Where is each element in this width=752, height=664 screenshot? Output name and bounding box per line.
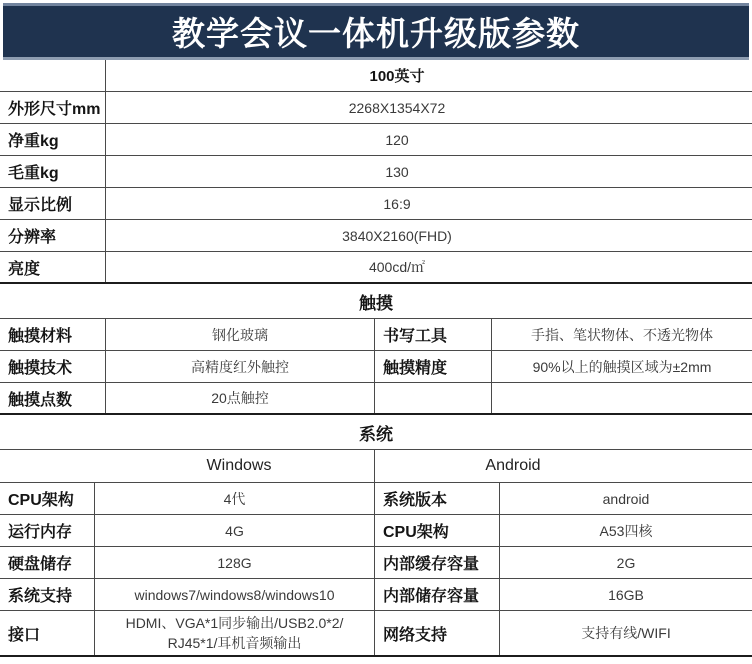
spec-label: 内部储存容量 [375, 579, 500, 610]
spec-value [492, 383, 752, 413]
interface-row [0, 611, 752, 657]
spec-value: 130 [385, 163, 409, 180]
spec-value: 400cd/㎡ [368, 259, 426, 275]
general-spec-table [0, 60, 752, 284]
spec-value: 120 [385, 131, 409, 148]
spec-label: 系统版本 [375, 483, 500, 514]
spec-row [0, 92, 752, 124]
spec-value: 2268X1354X72 [348, 99, 446, 116]
spec-value: 3840X2160(FHD) [342, 227, 452, 244]
spec-row [0, 319, 752, 351]
spec-label: 书写工具 [375, 319, 492, 350]
system-section-title: 系统 [359, 424, 393, 444]
spec-value: 16GB [608, 586, 644, 603]
spec-label: 分辨率 [0, 220, 106, 251]
spec-row [0, 483, 752, 515]
size-header: 100英寸 [369, 68, 425, 85]
spec-row [0, 156, 752, 188]
spec-value: 90%以上的触摸区域为±2mm [532, 358, 712, 375]
spec-value: 128G [95, 547, 375, 578]
spec-label: CPU架构 [0, 483, 95, 514]
spec-label: 接口 [0, 611, 95, 655]
spec-label: 显示比例 [0, 188, 106, 219]
spec-value: windows7/windows8/windows10 [95, 579, 375, 610]
android-column-header: Android [485, 457, 541, 474]
spec-row [0, 188, 752, 220]
touch-spec-table [0, 318, 752, 415]
spec-row [0, 579, 752, 611]
spec-label: 硬盘储存 [0, 547, 95, 578]
spec-value: 4G [95, 515, 375, 546]
spec-row [0, 383, 752, 415]
spec-value: 16:9 [383, 195, 411, 212]
spec-value: 高精度红外触控 [106, 351, 375, 382]
spec-value [95, 611, 375, 655]
spec-label: 毛重kg [0, 156, 106, 187]
system-spec-table [0, 449, 752, 657]
spec-value: 4代 [95, 483, 375, 514]
spec-label: 亮度 [0, 252, 106, 282]
spec-value: 20点触控 [106, 383, 375, 413]
size-header-row [0, 60, 752, 92]
spec-value: 2G [616, 554, 636, 571]
spec-value: 支持有线/WIFI [581, 625, 671, 641]
spec-value: android [602, 490, 650, 507]
touch-section-title: 触摸 [359, 293, 393, 313]
interface-value-line2: RJ45*1/耳机音频输出 [167, 635, 302, 651]
spec-label: 运行内存 [0, 515, 95, 546]
spec-row [0, 124, 752, 156]
windows-column-header: Windows [0, 450, 375, 482]
spec-label: 系统支持 [0, 579, 95, 610]
spec-label: 触摸点数 [0, 383, 106, 413]
page-title: 教学会议一体机升级版参数 [172, 15, 580, 52]
spec-value: A53四核 [599, 522, 653, 539]
spec-label: 触摸技术 [0, 351, 106, 382]
spec-label: 触摸材料 [0, 319, 106, 350]
spec-value: 钢化玻璃 [106, 319, 375, 350]
spec-row [0, 515, 752, 547]
title-banner [3, 3, 749, 60]
os-header-row [0, 450, 752, 483]
spec-row [0, 547, 752, 579]
spec-label: 网络支持 [375, 611, 500, 655]
spec-label: 内部缓存容量 [375, 547, 500, 578]
interface-value-line1: HDMI、VGA*1同步输出/USB2.0*2/ [125, 614, 344, 631]
spec-label: 外形尺寸mm [0, 92, 106, 123]
spec-row [0, 252, 752, 284]
spec-label: CPU架构 [375, 515, 500, 546]
spec-label: 触摸精度 [375, 351, 492, 382]
spec-value: 手指、笔状物体、不透光物体 [531, 326, 713, 343]
spec-label [375, 383, 492, 413]
spec-row [0, 220, 752, 252]
spec-label: 净重kg [0, 124, 106, 155]
spec-row [0, 351, 752, 383]
empty-cell [0, 60, 106, 91]
